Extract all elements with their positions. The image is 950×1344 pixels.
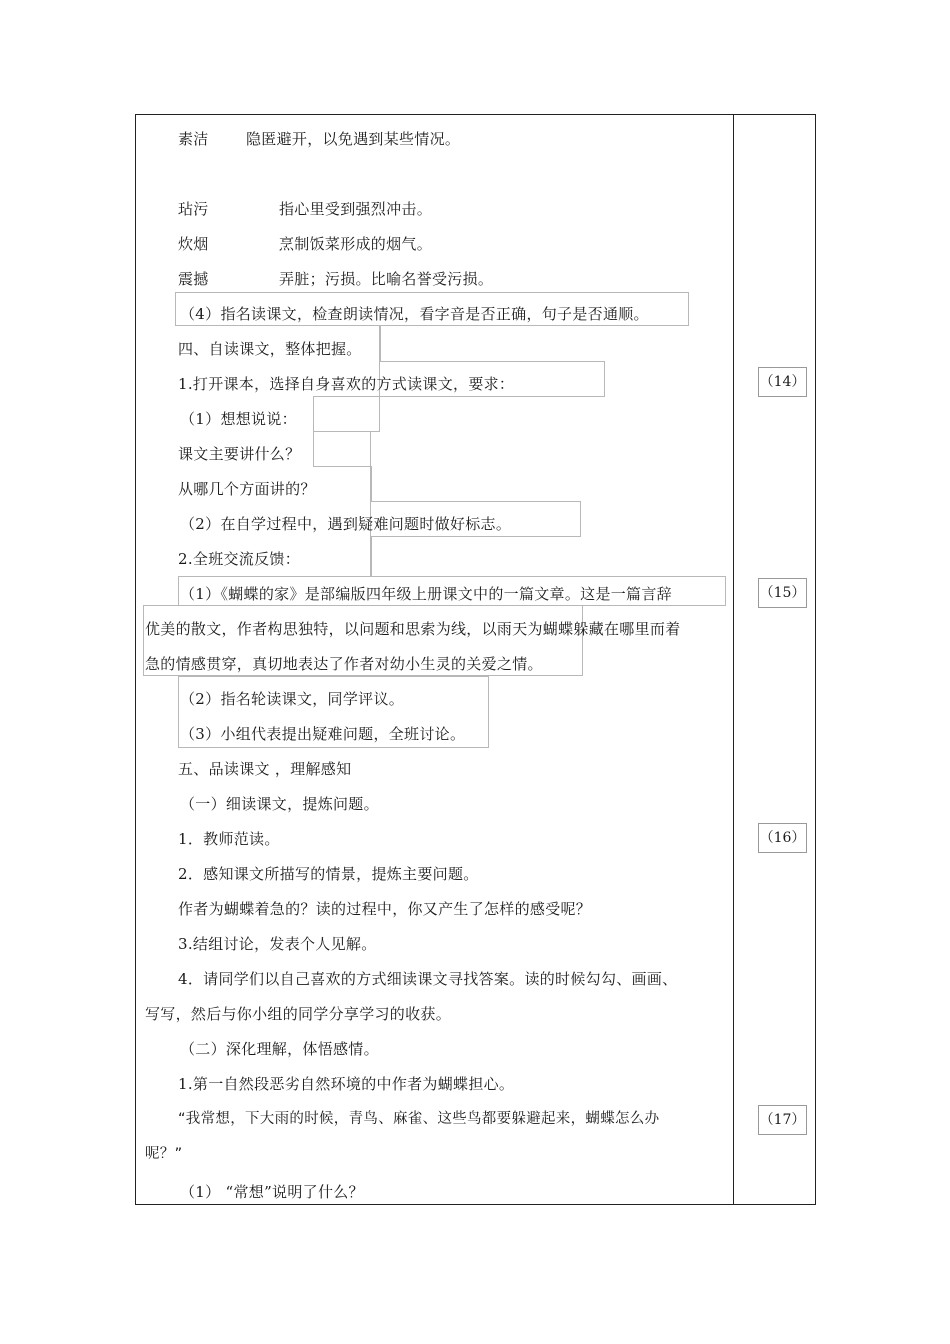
highlight-box	[379, 326, 381, 362]
page-marker: （14）	[758, 367, 807, 397]
text-line: 写写，然后与你小组的同学分享学习的收获。	[145, 1005, 452, 1023]
highlight-box	[313, 396, 380, 432]
text-line: 从哪几个方面讲的？	[178, 480, 316, 498]
column-divider	[733, 114, 734, 1205]
page-marker: （17）	[758, 1105, 807, 1135]
section-heading: 五、品读课文 ，理解感知	[178, 760, 352, 778]
text-line: 课文主要讲什么？	[178, 445, 301, 463]
vocab-term: 玷污	[178, 200, 209, 218]
highlight-box	[370, 466, 372, 502]
highlight-box	[370, 536, 372, 576]
text-line: 4．请同学们以自己喜欢的方式细读课文寻找答案。读的时候勾勾、画画、	[178, 970, 678, 988]
vocab-definition: 烹制饭菜形成的烟气。	[279, 235, 433, 253]
text-line: 1.打开课本，选择自身喜欢的方式读课文，要求：	[178, 375, 515, 393]
quote-line: “我常想，下大雨的时候，青鸟、麻雀、这些鸟都要躲避起来，蝴蝶怎么办	[178, 1111, 660, 1127]
highlight-box	[313, 431, 371, 467]
text-line: 1．教师范读。	[178, 830, 280, 848]
text-line: 优美的散文，作者构思独特，以问题和思索为线，以雨天为蝴蝶躲藏在哪里而着	[145, 620, 681, 638]
text-line: 作者为蝴蝶着急的？读的过程中，你又产生了怎样的感受呢？	[178, 900, 592, 918]
vocab-term: 炊烟	[178, 235, 209, 253]
text-line: （2）指名轮读课文，同学评议。	[180, 690, 405, 708]
text-line: 3.结组讨论，发表个人见解。	[178, 935, 377, 953]
vocab-term: 素洁	[178, 130, 209, 148]
text-line: （1） “常想”说明了什么？	[180, 1183, 364, 1201]
text-line: （2）在自学过程中，遇到疑难问题时做好标志。	[180, 515, 512, 533]
text-line: （二）深化理解，体悟感情。	[180, 1040, 379, 1058]
text-line: （3）小组代表提出疑难问题，全班讨论。	[180, 725, 466, 743]
text-line: （一）细读课文，提炼问题。	[180, 795, 379, 813]
section-heading: 四、自读课文，整体把握。	[178, 340, 362, 358]
vocab-definition: 指心里受到强烈冲击。	[279, 200, 433, 218]
text-line: 2.全班交流反馈：	[178, 550, 301, 568]
text-line: 急的情感贯穿，真切地表达了作者对幼小生灵的关爱之情。	[145, 655, 543, 673]
text-line: （4）指名读课文，检查朗读情况，看字音是否正确，句子是否通顺。	[180, 305, 649, 323]
vocab-definition: 隐匿避开，以免遇到某些情况。	[246, 130, 461, 148]
text-line: （1）《蝴蝶的家》是部编版四年级上册课文中的一篇文章。这是一篇言辞	[180, 585, 672, 603]
text-line: 1.第一自然段恶劣自然环境的中作者为蝴蝶担心。	[178, 1075, 515, 1093]
page-marker: （15）	[758, 578, 807, 608]
quote-line: 呢？”	[145, 1146, 183, 1162]
vocab-term: 震撼	[178, 270, 209, 288]
page-marker: （16）	[758, 823, 807, 853]
vocab-definition: 弄脏；污损。比喻名誉受污损。	[279, 270, 494, 288]
text-line: （1）想想说说：	[180, 410, 297, 428]
text-line: 2．感知课文所描写的情景，提炼主要问题。	[178, 865, 479, 883]
